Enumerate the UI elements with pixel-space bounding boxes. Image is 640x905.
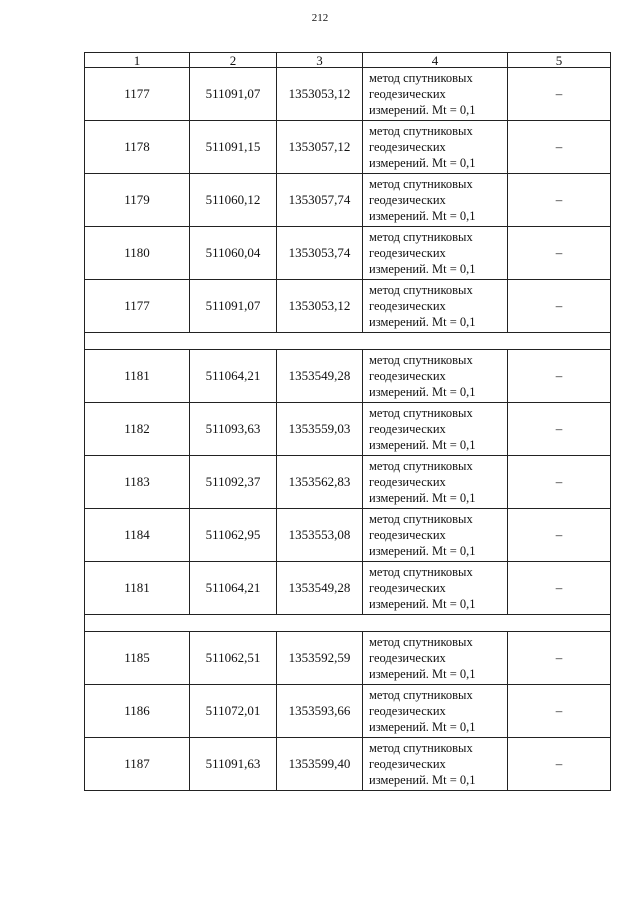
method-text-line: геодезических <box>369 528 446 542</box>
method-text-line: метод спутниковых <box>369 512 473 526</box>
point-number-cell: 1186 <box>85 685 190 738</box>
method-text-line: метод спутниковых <box>369 124 473 138</box>
x-coordinate-cell: 511064,21 <box>190 562 277 615</box>
method-text-line: метод спутниковых <box>369 741 473 755</box>
y-coordinate-cell: 1353057,74 <box>277 174 363 227</box>
group-separator-row <box>85 615 611 632</box>
method-text-line: геодезических <box>369 246 446 260</box>
method-cell <box>363 68 508 121</box>
group-separator-cell <box>85 333 611 350</box>
method-text-line: метод спутниковых <box>369 71 473 85</box>
header-cell-1: 1 <box>85 53 190 68</box>
header-cell-3: 3 <box>277 53 363 68</box>
method-text-line: метод спутниковых <box>369 688 473 702</box>
table-row <box>85 68 611 121</box>
x-coordinate-cell: 511060,12 <box>190 174 277 227</box>
note-cell: – <box>508 685 611 738</box>
group-separator-cell <box>85 615 611 632</box>
method-text-line: геодезических <box>369 87 446 101</box>
method-text-line: измерений. Mt = 0,1 <box>369 262 476 276</box>
y-coordinate-cell: 1353053,74 <box>277 227 363 280</box>
note-cell: – <box>508 68 611 121</box>
method-text-line: геодезических <box>369 422 446 436</box>
note-cell: – <box>508 403 611 456</box>
note-cell: – <box>508 350 611 403</box>
x-coordinate-cell: 511091,63 <box>190 738 277 791</box>
x-coordinate-cell: 511091,07 <box>190 280 277 333</box>
point-number-cell: 1184 <box>85 509 190 562</box>
x-coordinate-cell: 511091,15 <box>190 121 277 174</box>
header-cell-5: 5 <box>508 53 611 68</box>
method-text-line: метод спутниковых <box>369 635 473 649</box>
note-cell: – <box>508 280 611 333</box>
method-text-line: геодезических <box>369 299 446 313</box>
table-row <box>85 509 611 562</box>
note-cell: – <box>508 456 611 509</box>
x-coordinate-cell: 511072,01 <box>190 685 277 738</box>
method-text-line: измерений. Mt = 0,1 <box>369 156 476 170</box>
x-coordinate-cell: 511064,21 <box>190 350 277 403</box>
y-coordinate-cell: 1353057,12 <box>277 121 363 174</box>
method-cell <box>363 456 508 509</box>
method-cell <box>363 280 508 333</box>
point-number-cell: 1182 <box>85 403 190 456</box>
method-text-line: измерений. Mt = 0,1 <box>369 720 476 734</box>
method-text-line: метод спутниковых <box>369 353 473 367</box>
method-text-line: измерений. Mt = 0,1 <box>369 597 476 611</box>
header-cell-4: 4 <box>363 53 508 68</box>
method-text-line: геодезических <box>369 369 446 383</box>
method-cell <box>363 562 508 615</box>
y-coordinate-cell: 1353592,59 <box>277 632 363 685</box>
table-row <box>85 562 611 615</box>
method-text-line: измерений. Mt = 0,1 <box>369 103 476 117</box>
method-cell <box>363 121 508 174</box>
method-text-line: геодезических <box>369 581 446 595</box>
y-coordinate-cell: 1353053,12 <box>277 68 363 121</box>
table-row <box>85 174 611 227</box>
point-number-cell: 1177 <box>85 280 190 333</box>
method-text-line: геодезических <box>369 757 446 771</box>
method-text-line: метод спутниковых <box>369 230 473 244</box>
method-text-line: измерений. Mt = 0,1 <box>369 491 476 505</box>
note-cell: – <box>508 227 611 280</box>
x-coordinate-cell: 511092,37 <box>190 456 277 509</box>
method-text-line: метод спутниковых <box>369 177 473 191</box>
method-text-line: геодезических <box>369 475 446 489</box>
table-body <box>85 53 611 791</box>
table-row <box>85 280 611 333</box>
note-cell: – <box>508 509 611 562</box>
x-coordinate-cell: 511091,07 <box>190 68 277 121</box>
method-text-line: измерений. Mt = 0,1 <box>369 385 476 399</box>
note-cell: – <box>508 174 611 227</box>
method-text-line: измерений. Mt = 0,1 <box>369 209 476 223</box>
method-text-line: измерений. Mt = 0,1 <box>369 438 476 452</box>
method-text-line: геодезических <box>369 651 446 665</box>
x-coordinate-cell: 511060,04 <box>190 227 277 280</box>
point-number-cell: 1185 <box>85 632 190 685</box>
group-separator-row <box>85 333 611 350</box>
y-coordinate-cell: 1353553,08 <box>277 509 363 562</box>
method-text-line: метод спутниковых <box>369 565 473 579</box>
page-number: 212 <box>311 12 329 24</box>
point-number-cell: 1187 <box>85 738 190 791</box>
table-row <box>85 227 611 280</box>
method-cell <box>363 403 508 456</box>
method-text-line: метод спутниковых <box>369 406 473 420</box>
note-cell: – <box>508 121 611 174</box>
coordinates-table <box>84 52 611 791</box>
header-cell-2: 2 <box>190 53 277 68</box>
method-cell <box>363 738 508 791</box>
table-row <box>85 456 611 509</box>
point-number-cell: 1178 <box>85 121 190 174</box>
table-row <box>85 685 611 738</box>
method-text-line: измерений. Mt = 0,1 <box>369 667 476 681</box>
method-cell <box>363 685 508 738</box>
table-header-row <box>85 53 611 68</box>
y-coordinate-cell: 1353559,03 <box>277 403 363 456</box>
x-coordinate-cell: 511062,51 <box>190 632 277 685</box>
method-cell <box>363 174 508 227</box>
x-coordinate-cell: 511062,95 <box>190 509 277 562</box>
method-cell <box>363 509 508 562</box>
method-text-line: метод спутниковых <box>369 283 473 297</box>
method-cell <box>363 227 508 280</box>
point-number-cell: 1180 <box>85 227 190 280</box>
y-coordinate-cell: 1353549,28 <box>277 350 363 403</box>
table-row <box>85 350 611 403</box>
method-text-line: измерений. Mt = 0,1 <box>369 544 476 558</box>
table-row <box>85 632 611 685</box>
point-number-cell: 1181 <box>85 562 190 615</box>
point-number-cell: 1181 <box>85 350 190 403</box>
method-cell <box>363 632 508 685</box>
point-number-cell: 1183 <box>85 456 190 509</box>
y-coordinate-cell: 1353593,66 <box>277 685 363 738</box>
method-cell <box>363 350 508 403</box>
table-row <box>85 121 611 174</box>
method-text-line: измерений. Mt = 0,1 <box>369 773 476 787</box>
method-text-line: метод спутниковых <box>369 459 473 473</box>
point-number-cell: 1179 <box>85 174 190 227</box>
table-row <box>85 403 611 456</box>
method-text-line: измерений. Mt = 0,1 <box>369 315 476 329</box>
point-number-cell: 1177 <box>85 68 190 121</box>
x-coordinate-cell: 511093,63 <box>190 403 277 456</box>
method-text-line: геодезических <box>369 140 446 154</box>
y-coordinate-cell: 1353562,83 <box>277 456 363 509</box>
note-cell: – <box>508 738 611 791</box>
note-cell: – <box>508 562 611 615</box>
method-text-line: геодезических <box>369 193 446 207</box>
method-text-line: геодезических <box>369 704 446 718</box>
y-coordinate-cell: 1353549,28 <box>277 562 363 615</box>
note-cell: – <box>508 632 611 685</box>
table-row <box>85 738 611 791</box>
y-coordinate-cell: 1353053,12 <box>277 280 363 333</box>
y-coordinate-cell: 1353599,40 <box>277 738 363 791</box>
